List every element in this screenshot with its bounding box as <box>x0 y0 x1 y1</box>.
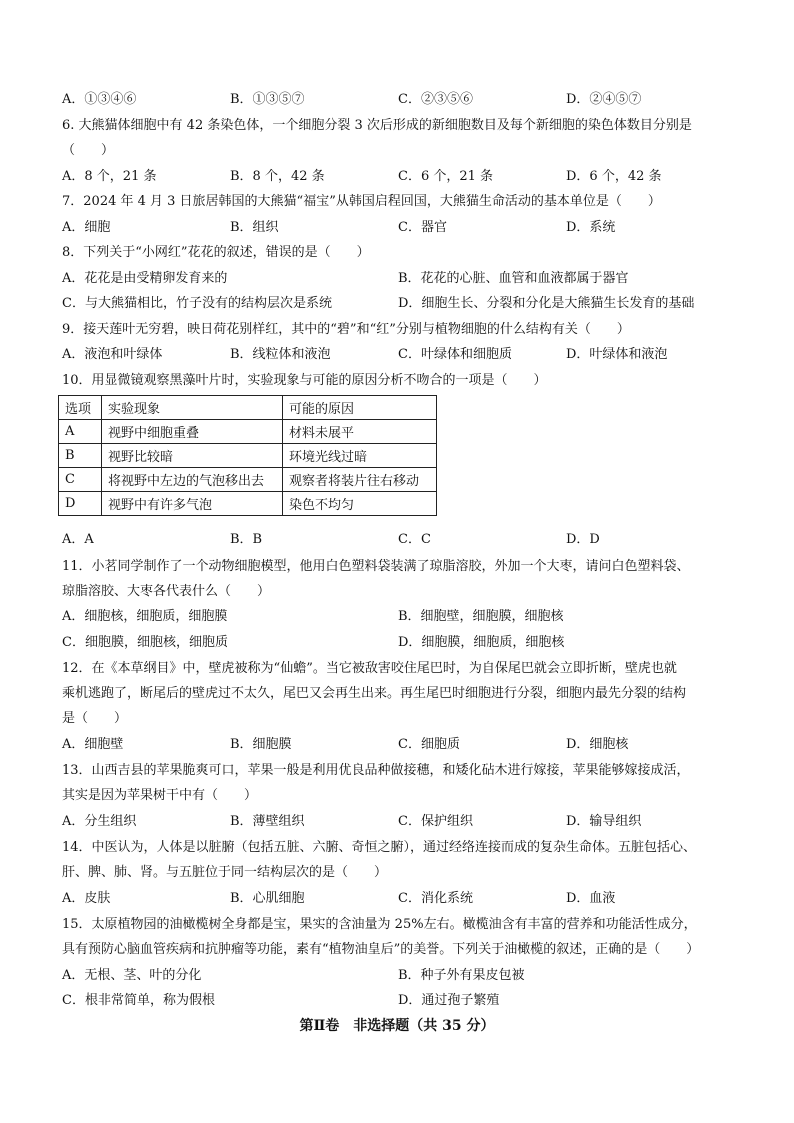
table-cell: 观察者将装片往右移动 <box>283 468 437 492</box>
q15-option-b: B．种子外有果皮包被 <box>398 968 525 983</box>
q10-experiment-table <box>58 395 437 516</box>
q11-option-a: A．细胞核，细胞质，细胞膜 <box>62 609 228 624</box>
q6-option-c: C．6 个，21 条 <box>398 169 494 184</box>
table-header-cell: 可能的原因 <box>283 396 437 420</box>
table-row <box>59 468 437 492</box>
q5-option-d: D．②④⑤⑦ <box>566 92 642 107</box>
table-cell: 视野中细胞重叠 <box>102 420 283 444</box>
q10-option-c: C．C <box>398 532 431 547</box>
q12-option-d: D．细胞核 <box>566 737 629 752</box>
q7-option-d: D．系统 <box>566 220 616 235</box>
q13-stem-line2: 其实是因为苹果树干中有（ ） <box>62 788 258 803</box>
q12-stem-line3: 是（ ） <box>62 711 128 726</box>
q8-options-row1 <box>62 269 742 289</box>
q8-option-d: D．细胞生长、分裂和分化是大熊猫生长发育的基础 <box>398 296 695 311</box>
q15-options-row2 <box>62 991 742 1011</box>
q12-option-c: C．细胞质 <box>398 737 460 752</box>
q6-options <box>62 167 742 187</box>
q8-option-b: B．花花的心脏、血管和血液都属于器官 <box>398 271 629 286</box>
q5-option-a: A．①③④⑥ <box>62 92 137 107</box>
section-title: 第Ⅱ卷 非选择题（共 35 分） <box>299 1018 495 1034</box>
q10-stem: 10．用显微镜观察黑藻叶片时，实验现象与可能的原因分析不吻合的一项是（ ） <box>62 373 547 388</box>
q11-options-row2 <box>62 633 742 653</box>
q11-option-d: D．细胞膜，细胞质，细胞核 <box>398 635 565 650</box>
q15-stem-line1: 15．太原植物园的油橄榄树全身都是宝，果实的含油量为 25%左右。橄榄油含有丰富的营养和功能活性成分， <box>62 917 697 932</box>
q5-option-c: C．②③⑤⑥ <box>398 92 473 107</box>
table-cell: A <box>59 420 102 444</box>
q7-option-a: A．细胞 <box>62 220 111 235</box>
q7-option-b: B．组织 <box>230 220 279 235</box>
q7-option-c: C．器官 <box>398 220 447 235</box>
q10-option-d: D．D <box>566 532 600 547</box>
q15-stem-line2: 具有预防心脑血管疾病和抗肿瘤等功能，素有“植物油皇后”的美誉。下列关于油橄榄的叙述，正确的是（ ） <box>62 942 700 957</box>
q9-option-b: B．线粒体和液泡 <box>230 347 331 362</box>
q12-stem-line2: 乘机逃跑了，断尾后的壁虎过不太久，尾巴又会再生出来。再生尾巴时细胞进行分裂，细胞内最先分裂的结构 <box>62 686 687 701</box>
table-row <box>59 492 437 516</box>
q15-option-d: D．通过孢子繁殖 <box>398 993 500 1008</box>
table-cell: 视野比较暗 <box>102 444 283 468</box>
q9-option-c: C．叶绿体和细胞质 <box>398 347 512 362</box>
q12-options <box>62 735 742 755</box>
q7-stem: 7．2024 年 4 月 3 日旅居韩国的大熊猫“福宝”从韩国启程回国，大熊猫生命活动的基本单位是（ ） <box>62 194 661 209</box>
q11-stem-line1: 11．小茗同学制作了一个动物细胞模型，他用白色塑料袋装满了琼脂溶胶，外加一个大枣，请问白色塑料袋、 <box>62 559 690 574</box>
q13-option-b: B．薄壁组织 <box>230 814 305 829</box>
q12-option-b: B．细胞膜 <box>230 737 292 752</box>
q7-options <box>62 218 742 238</box>
q9-option-a: A．液泡和叶绿体 <box>62 347 163 362</box>
q10-options <box>62 530 742 550</box>
q11-stem-line2: 琼脂溶胶、大枣各代表什么（ ） <box>62 584 271 599</box>
q9-option-d: D．叶绿体和液泡 <box>566 347 668 362</box>
q5-options <box>62 90 742 110</box>
table-cell: 将视野中左边的气泡移出去 <box>102 468 283 492</box>
q13-stem-line1: 13．山西吉县的苹果脆爽可口，苹果一般是利用优良品种做接穗，和矮化砧木进行嫁接，苹果能够嫁接成活， <box>62 763 690 778</box>
q13-option-a: A．分生组织 <box>62 814 137 829</box>
table-cell: 视野中有许多气泡 <box>102 492 283 516</box>
q15-option-c: C．根非常简单，称为假根 <box>62 993 215 1008</box>
q8-stem: 8．下列关于“小网红”花花的叙述，错误的是（ ） <box>62 245 370 260</box>
q14-option-c: C．消化系统 <box>398 891 473 906</box>
q15-option-a: A．无根、茎、叶的分化 <box>62 968 202 983</box>
q9-options <box>62 345 742 365</box>
q13-option-d: D．输导组织 <box>566 814 642 829</box>
q11-options-row1 <box>62 607 742 627</box>
q13-option-c: C．保护组织 <box>398 814 473 829</box>
table-cell: 染色不均匀 <box>283 492 437 516</box>
q6-stem-line1: 6. 大熊猫体细胞中有 42 条染色体，一个细胞分裂 3 次后形成的新细胞数目及每个新细胞的染色体数目分别是 <box>62 118 692 133</box>
q14-options <box>62 889 742 909</box>
q6-option-b: B．8 个，42 条 <box>230 169 325 184</box>
table-cell: D <box>59 492 102 516</box>
q14-stem-line2: 肝、脾、肺、肾。与五脏位于同一结构层次的是（ ） <box>62 865 388 880</box>
table-header-cell: 选项 <box>59 396 102 420</box>
table-cell: C <box>59 468 102 492</box>
q11-option-c: C．细胞膜，细胞核，细胞质 <box>62 635 228 650</box>
table-cell: B <box>59 444 102 468</box>
table-row <box>59 444 437 468</box>
table-row <box>59 420 437 444</box>
q8-option-c: C．与大熊猫相比，竹子没有的结构层次是系统 <box>62 296 332 311</box>
q15-options-row1 <box>62 966 742 986</box>
q12-stem-line1: 12．在《本草纲目》中，壁虎被称为“仙蟾”。当它被敌害咬住尾巴时，为自保尾巴就会立即折断，壁虎也就 <box>62 661 677 676</box>
q10-option-b: B．B <box>230 532 263 547</box>
table-cell: 材料未展平 <box>283 420 437 444</box>
q14-option-d: D．血液 <box>566 891 616 906</box>
q6-option-a: A．8 个，21 条 <box>62 169 157 184</box>
q10-option-a: A．A <box>62 532 94 547</box>
q11-option-b: B．细胞壁，细胞膜，细胞核 <box>398 609 564 624</box>
q9-stem: 9．接天莲叶无穷碧，映日荷花别样红，其中的“碧”和“红”分别与植物细胞的什么结构有关（ ） <box>62 322 630 337</box>
q8-options-row2 <box>62 294 742 314</box>
q8-option-a: A．花花是由受精卵发育来的 <box>62 271 228 286</box>
q13-options <box>62 812 742 832</box>
q5-option-b: B．①③⑤⑦ <box>230 92 305 107</box>
table-cell: 环境光线过暗 <box>283 444 437 468</box>
q6-stem-line2: （ ） <box>62 143 115 158</box>
table-header-row <box>59 396 437 420</box>
q6-option-d: D．6 个，42 条 <box>566 169 662 184</box>
table-header-cell: 实验现象 <box>102 396 283 420</box>
q14-stem-line1: 14．中医认为，人体是以脏腑（包括五脏、六腑、奇恒之腑），通过经络连接而成的复杂生命体。五脏包括心、 <box>62 840 697 855</box>
q14-option-a: A．皮肤 <box>62 891 111 906</box>
q12-option-a: A．细胞壁 <box>62 737 124 752</box>
q14-option-b: B．心肌细胞 <box>230 891 305 906</box>
